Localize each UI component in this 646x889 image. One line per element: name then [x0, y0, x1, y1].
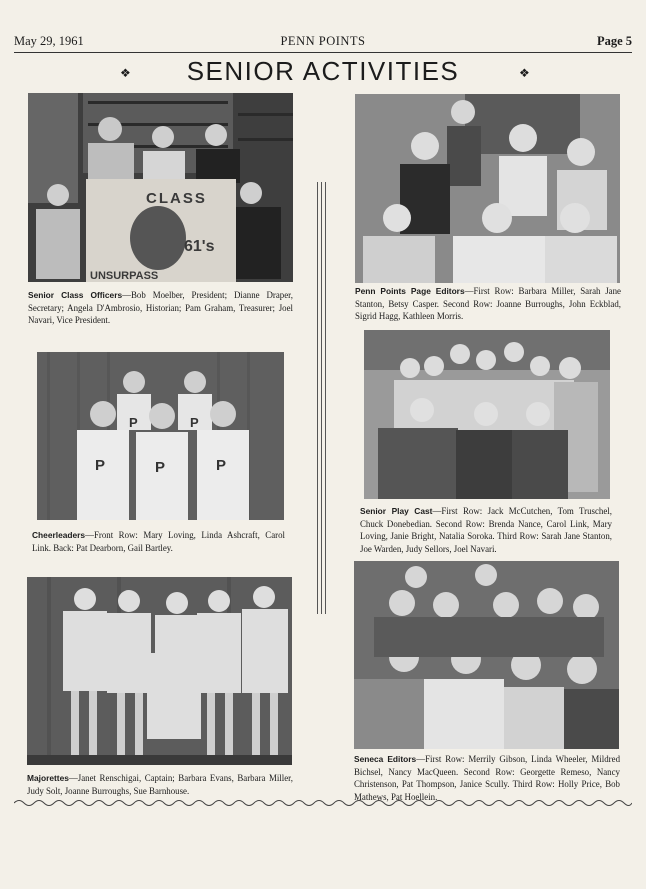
bottom-wavy-rule	[14, 798, 632, 808]
caption-title: Cheerleaders	[32, 530, 86, 540]
ornament-right: ❖	[519, 66, 530, 80]
photo-majorettes	[27, 577, 292, 765]
caption-title: Penn Points Page Editors	[355, 286, 465, 296]
caption-text: —First Row: Jack McCutchen, Tom Truschel, Chuck Donebedian. Second Row: Brenda Nance, Carol Link, Mary Loving, Janie Bright, Natalia Soroka. Third Row: Sarah Jane Stanton, Joe Warden, Judy Sellors, Joel Navari.	[360, 506, 612, 554]
caption-title: Senior Class Officers	[28, 290, 123, 300]
masthead	[14, 34, 632, 54]
banner-lower-text: UNSURPASS	[90, 270, 159, 282]
letter-p: P	[95, 457, 106, 474]
column-rule-center	[321, 182, 322, 614]
photo-senior-class-officers	[28, 93, 293, 282]
letter-p: P	[129, 415, 138, 430]
letter-p: P	[216, 457, 227, 474]
caption-cheerleaders	[32, 529, 285, 554]
caption-text: —First Row: Merrily Gibson, Linda Wheeler, Mildred Bichsel, Nancy MacQueen. Second Row: Georgette Remeso, Nancy Christenson, Pat Thompson, Janice Scully. Third Row: Holly Price, Bob Mathews, Pat Hoellein.	[354, 754, 621, 802]
photo-cheerleaders	[37, 352, 284, 520]
caption-text: —Front Row: Mary Loving, Linda Ashcraft, Carol Link. Back: Pat Dearborn, Gail Bartley.	[32, 530, 285, 553]
banner-year-text: 61's	[184, 238, 215, 255]
caption-majorettes	[27, 772, 293, 797]
caption-text: —First Row: Barbara Miller, Sarah Jane Stanton, Betsy Casper. Second Row: Joanne Burroughs, John Eckblad, Sigrid Hagg, Kathleen Morris.	[355, 286, 621, 322]
photo-seneca-editors	[354, 561, 619, 749]
caption-title: Senior Play Cast	[360, 506, 433, 516]
caption-seneca-editors	[354, 753, 620, 803]
banner-class-text: CLASS	[146, 190, 207, 207]
paper-name: PENN POINTS	[280, 34, 366, 48]
photo-page-editors	[355, 94, 620, 283]
caption-title: Seneca Editors	[354, 754, 417, 764]
issue-date: May 29, 1961	[14, 34, 84, 48]
caption-text: —Bob Moelber, President; Dianne Draper, Secretary; Angela D'Ambrosio, Historian; Pam Graham, Treasurer; Joel Navari, Vice President.	[28, 290, 293, 326]
column-rule-right	[325, 182, 326, 614]
page-headline: SENIOR ACTIVITIES	[186, 56, 460, 86]
column-rule-left	[317, 182, 318, 614]
letter-p: P	[190, 415, 199, 430]
header-rule	[14, 52, 632, 53]
ornament-left: ❖	[120, 66, 131, 80]
caption-text: —Janet Renschigai, Captain; Barbara Evans, Barbara Miller, Judy Solt, Joanne Burroughs, Sue Barnhouse.	[27, 773, 293, 796]
caption-title: Majorettes	[27, 773, 69, 783]
caption-page-editors	[355, 285, 621, 323]
page-number: Page 5	[596, 34, 632, 48]
caption-senior-play-cast	[360, 505, 612, 555]
photo-senior-play-cast	[364, 330, 610, 499]
letter-p: P	[155, 459, 166, 476]
caption-senior-class-officers	[28, 289, 293, 327]
